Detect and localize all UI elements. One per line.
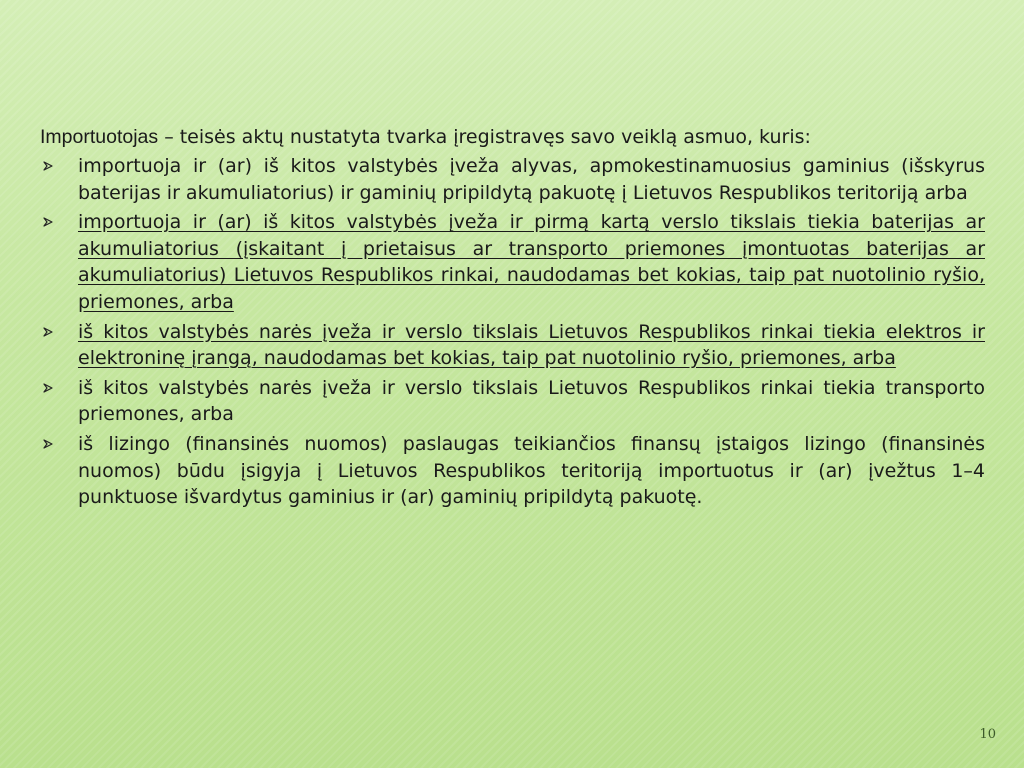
- page-number: 10: [979, 727, 996, 742]
- list-item: [40, 431, 985, 511]
- slide-body: [40, 124, 985, 514]
- arrowhead-bullet-icon: [40, 431, 56, 457]
- list-item-text: importuoja ir (ar) iš kitos valstybės įveža alyvas, apmokestinamuosius gaminius (išskyrus baterijas ir akumuliatorius) ir gaminių pripildytą pakuotę į Lietuvos Respublikos teritoriją arba: [78, 155, 985, 204]
- arrowhead-bullet-icon: [40, 153, 56, 179]
- arrowhead-bullet-icon: [40, 375, 56, 401]
- arrowhead-bullet-icon: [40, 209, 56, 235]
- list-item: [40, 375, 985, 428]
- intro-definition: – teisės aktų nustatyta tvarka įregistravęs savo veiklą asmuo, kuris:: [158, 126, 811, 148]
- list-item-text: iš lizingo (finansinės nuomos) paslaugas teikiančios finansų įstaigos lizingo (finansinės nuomos) būdu įsigyja į Lietuvos Respublikos teritoriją importuotus ir (ar) įvežtus 1–4 punktuose išvardytus gaminius ir (ar) gaminių pripildytą pakuotę.: [78, 432, 985, 509]
- list-item-text: iš kitos valstybės narės įveža ir verslo tikslais Lietuvos Respublikos rinkai tiekia transporto priemones, arba: [78, 376, 985, 426]
- intro-paragraph: [40, 124, 985, 150]
- list-item-text: iš kitos valstybės narės įveža ir verslo tikslais Lietuvos Respublikos rinkai tiekia elektros ir elektroninę įrangą, naudodamas bet kokias, taip pat nuotolinio ryšio, priemones, arba: [78, 320, 985, 370]
- intro-term: Importuotojas: [40, 126, 159, 148]
- arrowhead-bullet-icon: [40, 319, 56, 345]
- list-item: [40, 153, 985, 206]
- list-item: [40, 209, 985, 315]
- definition-list: [40, 153, 985, 511]
- list-item-text: importuoja ir (ar) iš kitos valstybės įveža ir pirmą kartą verslo tikslais tiekia baterijas ar akumuliatorius (įskaitant į prietaisus ar transporto priemones įmontuotas baterijas ar akumuliatorius) Lietuvos Respublikos rinkai, naudodamas bet kokias, taip pat nuotolinio ryšio, priemones, arba: [78, 211, 985, 313]
- list-item: [40, 319, 985, 372]
